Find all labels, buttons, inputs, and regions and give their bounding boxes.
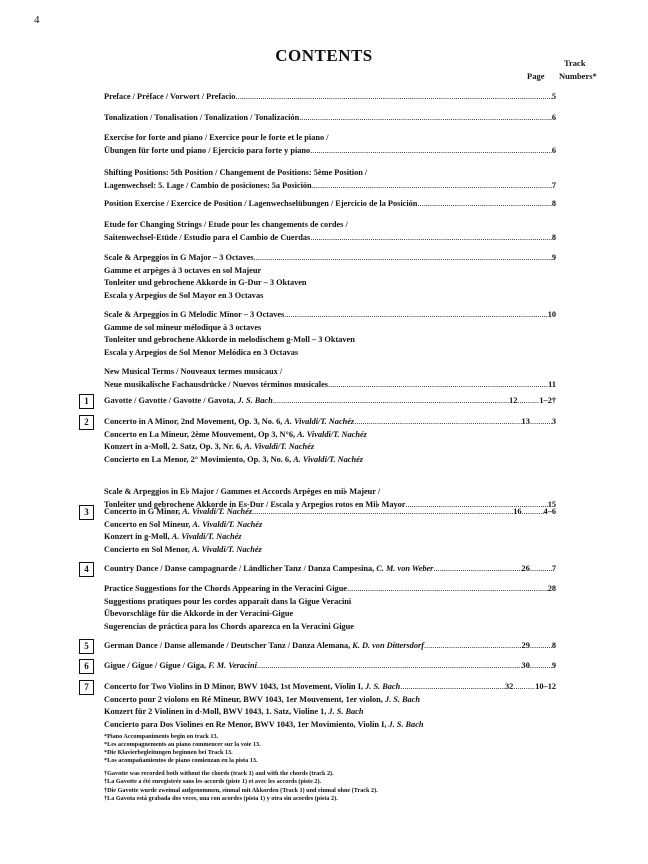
entry-title: Concerto in G Minor, A. Vivaldi/T. Nachéz <box>104 507 253 516</box>
track-numbers: 4–6 <box>543 507 556 516</box>
entry-title: Preface / Préface / Vorwort / Prefacio <box>104 92 236 101</box>
page-number: 30 <box>521 661 530 670</box>
toc-line <box>104 334 556 347</box>
composer-credit: J. S. Bach <box>388 719 424 729</box>
entry-title: Etude for Changing Strings / Etude pour les changements de cordes / <box>104 220 348 229</box>
toc-line <box>104 232 556 245</box>
entry-title: Neue musikalische Fachausdrücke / Nuevos términos musicales <box>104 379 329 389</box>
page-number: 6 <box>551 145 556 155</box>
entry-title: Gigue / Gigue / Gigue / Giga, F. M. Veracini <box>104 661 257 670</box>
dot-leader <box>400 681 505 694</box>
toc-entry <box>104 395 556 408</box>
toc-line <box>104 694 556 707</box>
dot-leader <box>254 252 552 265</box>
toc-entry <box>104 252 556 302</box>
composer-credit: A. Vivaldi/T. Nachéz <box>171 532 242 542</box>
toc-line <box>104 454 556 467</box>
page-number: 26 <box>521 564 530 573</box>
toc-line <box>104 290 556 303</box>
toc-entry <box>104 640 556 653</box>
dot-leader <box>417 198 551 211</box>
composer-credit: J. S. Bach <box>384 694 420 704</box>
composer-credit: F. M. Veracini <box>208 661 257 670</box>
composer-credit: A. Vivaldi/T. Nachéz <box>244 442 315 452</box>
toc-entry <box>104 219 556 244</box>
entry-title: Suggestions pratiques pour les cordes apparaît dans la Gigue Veracini <box>104 596 352 606</box>
entry-title: Concerto pour 2 violons en Ré Mineur, BWV 1043, 1er Mouvement, 1er violon, J. S. Bach <box>104 694 420 704</box>
dot-leader <box>310 145 552 158</box>
entry-title: Concerto in A Minor, 2nd Movement, Op. 3, No. 6, A. Vivaldi/T. Nachéz <box>104 417 355 426</box>
dot-leader <box>522 506 544 519</box>
dot-leader <box>433 563 521 576</box>
footnotes <box>104 733 378 803</box>
dot-leader <box>312 180 552 193</box>
track-numbers: 7 <box>551 564 556 573</box>
dot-leader <box>530 660 552 673</box>
footnote: †Die Gavotte wurde zweimal aufgenommen, einmal mit Akkorden (Track 1) und einmal ohne (Track 2). <box>104 786 378 794</box>
toc-line <box>104 583 556 596</box>
dot-leader <box>235 91 551 104</box>
toc-line <box>104 706 556 719</box>
dot-leader <box>530 563 552 576</box>
track-numbers: 10–12 <box>535 682 556 691</box>
footnote: †La Gavotte a été enregistrée sans les accords (piste 1) et avec les accords (piste 2). <box>104 778 322 786</box>
entry-title: Lagenwechsel: 5. Lage / Cambio de posiciones: 5a Posición <box>104 180 312 190</box>
header-track-label: Track <box>564 58 586 68</box>
composer-credit: A. Vivaldi/T. Nachéz <box>182 507 253 516</box>
toc-entry <box>104 112 556 125</box>
track-numbers: 3 <box>551 417 556 426</box>
entry-title: New Musical Terms / Nouveaux termes musicaux / <box>104 367 283 376</box>
entry-title: Concerto en Sol Mineur, A. Vivaldi/T. Nachéz <box>104 519 263 529</box>
toc-line <box>104 681 556 694</box>
page-number: 16 <box>513 507 522 516</box>
entry-title: Tonleiter und gebrochene Akkorde in Es-Dur / Escala y Arpegios rotos en Mi♭ Mayor <box>104 499 406 509</box>
toc-line <box>104 112 556 125</box>
toc-line <box>104 506 556 519</box>
dot-leader <box>424 640 522 653</box>
entry-title: German Dance / Danse allemande / Deutscher Tanz / Danza Alemana, K. D. von Dittersdorf <box>104 641 424 650</box>
entry-title: Concierto en Sol Menor, A. Vivaldi/T. Nachéz <box>104 544 262 554</box>
toc-line <box>104 719 556 732</box>
track-number-badge: 3 <box>79 505 94 520</box>
page-number: 11 <box>548 379 556 389</box>
dot-leader <box>284 309 547 322</box>
track-number-badge: 6 <box>79 659 94 674</box>
dot-leader <box>252 506 513 519</box>
toc-line <box>104 416 556 429</box>
footnote: *Die Klavierbegleitungen beginnen bei Track 13. <box>104 749 233 757</box>
toc-entry <box>104 583 556 633</box>
dot-leader <box>328 379 548 392</box>
page-number: 9 <box>551 253 556 262</box>
toc-line <box>104 379 556 392</box>
page-number: 32 <box>504 682 514 691</box>
entry-title: Concerto for Two Violins in D Minor, BWV 1043, 1st Movement, Violin I, J. S. Bach <box>104 682 401 691</box>
page-number: 6 <box>551 113 556 122</box>
page-number: 29 <box>521 641 530 650</box>
toc-entry <box>104 660 556 673</box>
entry-title: Shifting Positions: 5th Position / Changement de Positions: 5ème Position / <box>104 168 368 177</box>
dot-leader <box>530 416 552 429</box>
entry-title: Escala y Arpegios de Sol Mayor en 3 Octavas <box>104 290 264 300</box>
composer-credit: A. Vivaldi/T. Nachéz <box>284 417 355 426</box>
toc-line <box>104 596 556 609</box>
track-number-badge: 5 <box>79 639 94 654</box>
entry-title: Concierto para Dos Violines en Re Menor, BWV 1043, 1er Movimiento, Violín I, J. S. Bach <box>104 719 424 729</box>
toc-entry <box>104 681 556 731</box>
composer-credit: C. M. von Weber <box>376 564 434 573</box>
entry-title: Konzert in g-Moll, A. Vivaldi/T. Nachéz <box>104 532 242 542</box>
entry-title: Scale & Arpeggios in E♭ Major / Gammes et Accords Arpèges en mi♭ Majeur / <box>104 487 381 496</box>
toc-line <box>104 608 556 621</box>
page-number: 10 <box>547 310 556 319</box>
page-number: 8 <box>551 232 556 242</box>
entry-title: Konzert in a-Moll, 2. Satz, Op. 3, Nr. 6, A. Vivaldi/T. Nachéz <box>104 442 315 452</box>
composer-credit: A. Vivaldi/T. Nachéz <box>192 519 263 529</box>
entry-title: Escala y Arpegios de Sol Menor Melódica en 3 Octavas <box>104 347 299 357</box>
composer-credit: J. S. Bach <box>237 396 273 405</box>
toc-line <box>104 132 556 145</box>
entry-title: Saitenwechsel-Etüde / Estudio para el Cambio de Cuerdas <box>104 232 311 242</box>
dot-leader <box>347 583 548 596</box>
track-numbers: 1–2† <box>539 396 556 405</box>
toc-entry <box>104 309 556 359</box>
toc-line <box>104 265 556 278</box>
dot-leader <box>257 660 522 673</box>
toc-line <box>104 621 556 634</box>
entry-title: Scale & Arpeggios in G Major – 3 Octaves <box>104 253 254 262</box>
toc-line <box>104 167 556 180</box>
entry-title: Position Exercise / Exercice de Position / Lagenwechselübungen / Ejercicio de la Posición <box>104 199 418 208</box>
footnote: *Piano Accompaniments begin on track 13. <box>104 733 219 740</box>
track-numbers: 9 <box>551 661 556 670</box>
toc-line <box>104 563 556 576</box>
entry-title: Gamme et arpèges à 3 octaves en sol Majeur <box>104 265 262 275</box>
toc-line <box>104 219 556 232</box>
entry-title: Country Dance / Danse campagnarde / Ländlicher Tanz / Danza Campesina, C. M. von Weber <box>104 564 434 573</box>
toc-line <box>104 309 556 322</box>
page-title: CONTENTS <box>275 46 373 65</box>
toc-line <box>104 429 556 442</box>
dot-leader <box>513 681 535 694</box>
entry-title: Exercise for forte and piano / Exercice pour le forte et le piano / <box>104 133 329 142</box>
toc-line <box>104 531 556 544</box>
toc-line <box>104 277 556 290</box>
page-number: 7 <box>551 180 556 190</box>
dot-leader <box>299 112 552 125</box>
footnote: †Gavotte was recorded both without the chords (track 1) and with the chords (track 2). <box>104 770 334 778</box>
page-number: 5 <box>551 92 556 101</box>
entry-title: Tonalization / Tonalisation / Tonalization / Tonalización <box>104 113 300 122</box>
page-number: 4 <box>34 14 40 26</box>
toc-entry <box>104 416 556 466</box>
track-number-badge: 1 <box>79 394 94 409</box>
entry-title: Übungen für forte und piano / Ejercicio para forte y piano <box>104 145 311 155</box>
page-number: 8 <box>551 199 556 208</box>
toc-line <box>104 395 556 408</box>
entry-title: Gamme de sol mineur mélodique à 3 octaves <box>104 322 262 332</box>
header-page-label: Page <box>527 71 545 81</box>
track-number-badge: 2 <box>79 415 94 430</box>
entry-title: Practice Suggestions for the Chords Appearing in the Veracini Gigue <box>104 584 347 593</box>
toc-line <box>104 198 556 211</box>
entry-title: Konzert für 2 Violinen in d-Moll, BWV 1043, 1. Satz, Violine 1, J. S. Bach <box>104 707 364 717</box>
toc-line <box>104 322 556 335</box>
dot-leader <box>273 395 509 408</box>
toc-line <box>104 347 556 360</box>
toc-line <box>104 519 556 532</box>
footnote: *Los acompañamientos de piano comienzan en la pista 13. <box>104 757 258 765</box>
toc-entry <box>104 563 556 576</box>
dot-leader <box>517 395 539 408</box>
header-numbers-label: Numbers* <box>559 71 597 81</box>
entry-title: Gavotte / Gavotte / Gavotte / Gavota, J. S. Bach <box>104 396 273 405</box>
toc-entry <box>104 506 556 556</box>
entry-title: Tonleiter und gebrochene Akkorde in melodischem g-Moll – 3 Oktaven <box>104 335 355 345</box>
footnote: †La Gavota está grabada dos veces, una con acordes (pista 1) y otra sin acordes (pista 2). <box>104 794 338 802</box>
entry-title: Scale & Arpeggios in G Melodic Minor – 3 Octaves <box>104 310 285 319</box>
entry-title: Concerto en La Mineur, 2ème Mouvement, Op 3, N°6, A. Vivaldi/T. Nachéz <box>104 429 367 439</box>
toc-line <box>104 145 556 158</box>
composer-credit: A. Vivaldi/T. Nachéz <box>191 544 262 554</box>
track-numbers: 8 <box>551 641 556 650</box>
toc-entry <box>104 167 556 192</box>
footnote: *Les accompagnements au piano commencer sur la voie 13. <box>104 741 261 749</box>
composer-credit: J. S. Bach <box>365 682 401 691</box>
entry-title: Sugerencias de práctica para los Chords aparezca en la Veracini Gigue <box>104 621 354 631</box>
toc-line <box>104 544 556 557</box>
toc-entry <box>104 91 556 104</box>
toc-line <box>104 366 556 379</box>
toc-line <box>104 640 556 653</box>
track-number-badge: 4 <box>79 562 94 577</box>
page-number: 12 <box>509 396 518 405</box>
page-number: 13 <box>521 417 530 426</box>
composer-credit: A. Vivaldi/T. Nachéz <box>293 454 363 464</box>
composer-credit: K. D. von Dittersdorf <box>352 641 424 650</box>
dot-leader <box>354 416 521 429</box>
entry-title: Übevorschläge für die Akkorde in der Veracini-Gigue <box>104 609 294 619</box>
entry-title: Concierto en La Menor, 2° Movimiento, Op. 3, No. 6, A. Vivaldi/T. Nachéz <box>104 454 363 464</box>
toc-line <box>104 180 556 193</box>
toc-line <box>104 660 556 673</box>
dot-leader <box>310 232 552 245</box>
toc-line <box>104 441 556 454</box>
page-number: 15 <box>547 499 556 509</box>
toc-entry <box>104 198 556 211</box>
dot-leader <box>530 640 552 653</box>
toc-line <box>104 486 556 499</box>
entry-title: Tonleiter und gebrochene Akkorde in G-Dur – 3 Oktaven <box>104 278 307 288</box>
track-number-badge: 7 <box>79 680 94 695</box>
toc-line <box>104 252 556 265</box>
toc-entry <box>104 132 556 157</box>
page-number: 28 <box>547 584 556 593</box>
toc-line <box>104 91 556 104</box>
composer-credit: J. S. Bach <box>328 707 364 717</box>
toc-entry <box>104 366 556 391</box>
composer-credit: A. Vivaldi/T. Nachéz <box>297 429 367 439</box>
